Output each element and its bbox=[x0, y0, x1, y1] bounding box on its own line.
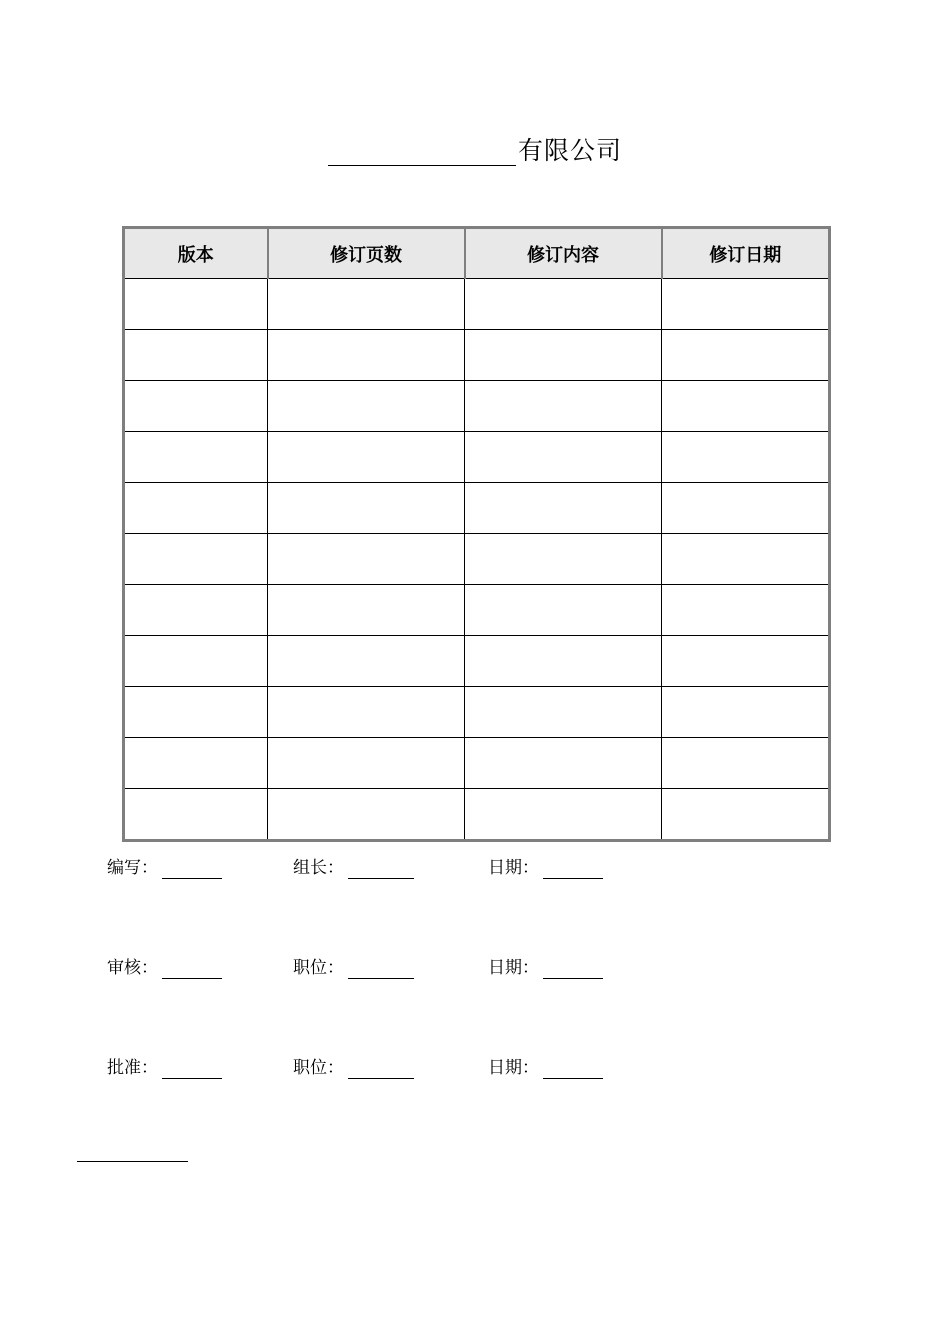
sign-label: 组长： bbox=[293, 858, 344, 878]
sign-field-date bbox=[488, 1057, 603, 1079]
table-row bbox=[124, 789, 830, 841]
signature-row-review bbox=[107, 957, 667, 981]
sign-blank[interactable] bbox=[543, 960, 603, 979]
table-cell[interactable] bbox=[268, 585, 465, 636]
sign-label: 职位： bbox=[293, 958, 344, 978]
table-cell[interactable] bbox=[465, 636, 662, 687]
table-cell[interactable] bbox=[268, 687, 465, 738]
table-cell[interactable] bbox=[124, 381, 268, 432]
header-version: 版本 bbox=[124, 228, 268, 279]
table-cell[interactable] bbox=[662, 789, 830, 841]
table-cell[interactable] bbox=[662, 330, 830, 381]
table-cell[interactable] bbox=[268, 330, 465, 381]
table-cell[interactable] bbox=[268, 636, 465, 687]
header-revision-content: 修订内容 bbox=[465, 228, 662, 279]
table-row bbox=[124, 636, 830, 687]
table-header-row bbox=[124, 228, 830, 279]
table-cell[interactable] bbox=[124, 789, 268, 841]
document-title bbox=[328, 132, 622, 166]
table-cell[interactable] bbox=[662, 432, 830, 483]
sign-blank[interactable] bbox=[543, 1060, 603, 1079]
table-row bbox=[124, 279, 830, 330]
sign-label: 批准： bbox=[107, 1058, 158, 1078]
table-cell[interactable] bbox=[662, 381, 830, 432]
table-cell[interactable] bbox=[124, 636, 268, 687]
sign-blank[interactable] bbox=[162, 960, 222, 979]
sign-field-position bbox=[293, 1057, 414, 1079]
table-cell[interactable] bbox=[465, 483, 662, 534]
table-cell[interactable] bbox=[124, 687, 268, 738]
table-cell[interactable] bbox=[268, 381, 465, 432]
table-row bbox=[124, 687, 830, 738]
table-cell[interactable] bbox=[124, 483, 268, 534]
table-cell[interactable] bbox=[268, 483, 465, 534]
sign-label: 编写： bbox=[107, 858, 158, 878]
sign-label: 职位： bbox=[293, 1058, 344, 1078]
table-cell[interactable] bbox=[662, 738, 830, 789]
company-name-blank[interactable] bbox=[328, 139, 516, 166]
table-cell[interactable] bbox=[465, 381, 662, 432]
table-cell[interactable] bbox=[268, 279, 465, 330]
table-cell[interactable] bbox=[662, 534, 830, 585]
sign-field-position bbox=[293, 957, 414, 979]
table-cell[interactable] bbox=[465, 738, 662, 789]
table-cell[interactable] bbox=[268, 534, 465, 585]
table-row bbox=[124, 534, 830, 585]
signature-row-prepared bbox=[107, 857, 667, 881]
sign-label: 审核： bbox=[107, 958, 158, 978]
footnote-separator bbox=[77, 1161, 188, 1162]
table-cell[interactable] bbox=[124, 738, 268, 789]
table-cell[interactable] bbox=[662, 636, 830, 687]
sign-label: 日期： bbox=[488, 858, 539, 878]
table-row bbox=[124, 483, 830, 534]
revision-table bbox=[122, 226, 831, 842]
table-cell[interactable] bbox=[465, 789, 662, 841]
table-cell[interactable] bbox=[124, 330, 268, 381]
table-cell[interactable] bbox=[465, 279, 662, 330]
table-cell[interactable] bbox=[124, 279, 268, 330]
table-cell[interactable] bbox=[465, 330, 662, 381]
table-cell[interactable] bbox=[465, 432, 662, 483]
table-cell[interactable] bbox=[662, 585, 830, 636]
signature-row-approval bbox=[107, 1057, 667, 1081]
sign-blank[interactable] bbox=[162, 860, 222, 879]
table-row bbox=[124, 585, 830, 636]
table-cell[interactable] bbox=[268, 738, 465, 789]
table-cell[interactable] bbox=[662, 279, 830, 330]
sign-field-reviewed-by bbox=[107, 957, 222, 979]
sign-label: 日期： bbox=[488, 958, 539, 978]
table-row bbox=[124, 738, 830, 789]
sign-blank[interactable] bbox=[543, 860, 603, 879]
header-revised-pages: 修订页数 bbox=[268, 228, 465, 279]
table-cell[interactable] bbox=[124, 585, 268, 636]
header-revision-date: 修订日期 bbox=[662, 228, 830, 279]
sign-field-team-leader bbox=[293, 857, 414, 879]
sign-blank[interactable] bbox=[348, 960, 414, 979]
sign-blank[interactable] bbox=[348, 1060, 414, 1079]
sign-blank[interactable] bbox=[162, 1060, 222, 1079]
table-row bbox=[124, 330, 830, 381]
company-suffix: 有限公司 bbox=[518, 136, 623, 165]
sign-field-date bbox=[488, 957, 603, 979]
table-cell[interactable] bbox=[268, 432, 465, 483]
sign-blank[interactable] bbox=[348, 860, 414, 879]
sign-label: 日期： bbox=[488, 1058, 539, 1078]
table-cell[interactable] bbox=[124, 432, 268, 483]
table-cell[interactable] bbox=[465, 687, 662, 738]
sign-field-approved-by bbox=[107, 1057, 222, 1079]
table-row bbox=[124, 432, 830, 483]
table-cell[interactable] bbox=[465, 534, 662, 585]
sign-field-prepared-by bbox=[107, 857, 222, 879]
sign-field-date bbox=[488, 857, 603, 879]
table-cell[interactable] bbox=[268, 789, 465, 841]
table-row bbox=[124, 381, 830, 432]
table-cell[interactable] bbox=[662, 483, 830, 534]
table-cell[interactable] bbox=[465, 585, 662, 636]
table-cell[interactable] bbox=[124, 534, 268, 585]
table-cell[interactable] bbox=[662, 687, 830, 738]
